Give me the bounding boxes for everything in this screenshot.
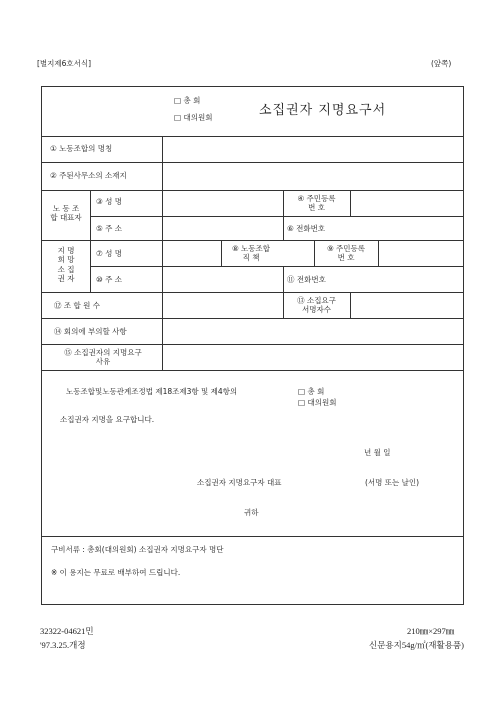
label-union-rep-group: 노 동 조 합 대표자 xyxy=(50,204,82,222)
label-appointee-phone: ⑪ 전화번호 xyxy=(287,275,326,284)
declaration-law-text: 노동조합및노동관계조정법 제18조제3항 및 제4항의 xyxy=(66,387,238,396)
form-title: 소집권자 지명요구서 xyxy=(259,103,387,118)
addressee-label: 귀하 xyxy=(244,508,259,517)
declaration-option-delegate: □ 대의원회 xyxy=(298,398,337,407)
revision-date: '97.3.25.개정 xyxy=(40,640,86,650)
label-appointee-address: ⑩ 주 소 xyxy=(96,275,122,284)
option-general-assembly: □ 총 회 xyxy=(174,96,201,105)
label-rep-id: ④ 주민등록 번 호 xyxy=(297,194,336,212)
paper-type: 신문용지54g/㎡(재활용품) xyxy=(369,640,464,650)
label-union-name: ① 노동조합의 명칭 xyxy=(50,144,113,153)
form-code: [별지제6호서식] xyxy=(37,59,92,68)
label-appointee-group: 지 명 희 망 소 집 권 자 xyxy=(57,246,75,284)
label-rep-phone: ⑥ 전화번호 xyxy=(287,224,326,233)
signature-note: (서명 또는 날인) xyxy=(365,478,420,487)
label-rep-address: ⑤ 주 소 xyxy=(96,224,122,233)
label-request-reason: ⑮ 소집권자의 지명요구 사유 xyxy=(64,348,142,366)
label-meeting-agenda: ⑭ 회의에 부의할 사항 xyxy=(54,327,127,336)
page-side-label: (앞쪽) xyxy=(431,59,452,68)
free-distribution-note: ※ 이 용지는 무료로 배부하여 드립니다. xyxy=(51,568,181,577)
signer-label: 소집권자 지명요구자 대표 xyxy=(197,478,282,487)
label-signer-count: ⑬ 소집요구 서명자수 xyxy=(297,296,336,314)
label-member-count: ⑫ 조 합 원 수 xyxy=(54,301,101,310)
declaration-request-text: 소집권자 지명을 요구합니다. xyxy=(60,415,155,424)
label-rep-name: ③ 성 명 xyxy=(96,197,122,206)
option-delegate-assembly: □ 대의원회 xyxy=(174,113,213,122)
label-appointee-id: ⑨ 주민등록 번 호 xyxy=(326,244,366,262)
label-appointee-union-position: ⑧ 노동조합 직 책 xyxy=(231,244,271,262)
paper-size: 210㎜×297㎜ xyxy=(407,626,455,636)
attachments-note: 구비서류 : 총회(대의원회) 소집권자 지명요구자 명단 xyxy=(51,545,224,554)
form-number: 32322-04621민 xyxy=(40,626,94,636)
declaration-option-general: □ 총 회 xyxy=(298,387,325,396)
label-office-address: ② 주된사무소의 소재지 xyxy=(50,171,127,180)
date-line: 년 월 일 xyxy=(364,448,391,457)
label-appointee-name: ⑦ 성 명 xyxy=(96,249,122,258)
